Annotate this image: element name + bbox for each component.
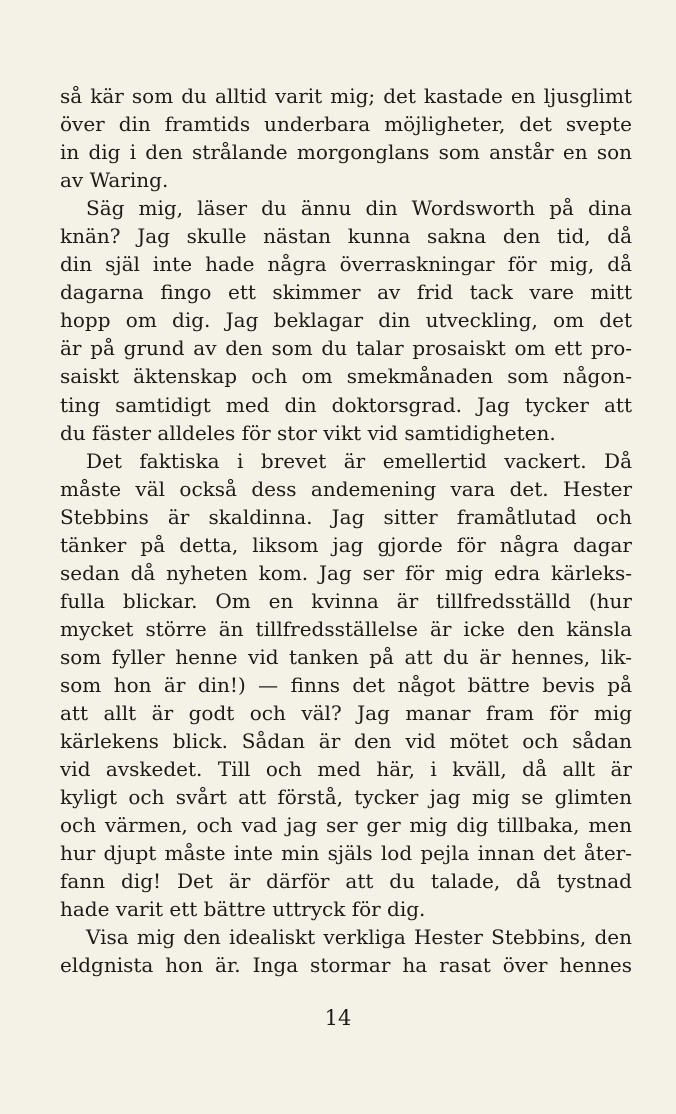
text-line: dagarna fingo ett skimmer av frid tack vare mitt [60, 280, 632, 305]
text-line: hur djupt måste inte min själs lod pejla innan det åter- [60, 841, 632, 866]
text-line: över din framtids underbara möjligheter, det svepte [60, 112, 632, 137]
text-line: så kär som du alltid varit mig; det kastade en ljusglimt [60, 84, 632, 108]
text-line: Visa mig den idealiskt verkliga Hester Stebbins, den [86, 925, 632, 950]
text-line: hopp om dig. Jag beklagar din utveckling, om det [60, 308, 632, 333]
text-line: eldgnista hon är. Inga stormar ha rasat över hennes [60, 953, 632, 978]
text-line: din själ inte hade några överraskningar för mig, då [60, 252, 632, 277]
text-line: vid avskedet. Till och med här, i kväll, då allt är [60, 757, 632, 782]
text-line: in dig i den strålande morgonglans som anstår en son [60, 140, 632, 165]
text-line: kyligt och svårt att förstå, tycker jag mig se glimten [60, 785, 632, 810]
page-number: 14 [324, 1006, 352, 1030]
text-line: ting samtidigt med din doktorsgrad. Jag tycker att [60, 392, 632, 417]
text-line: är på grund av den som du talar prosaiskt om ett pro- [60, 336, 632, 361]
body-text [60, 82, 632, 980]
text-line: måste väl också dess andemening vara det. Hester [60, 476, 632, 501]
text-line: fann dig! Det är därför att du talade, då tystnad [60, 869, 632, 894]
text-line: mycket större än tillfredsställelse är icke den känsla [60, 616, 632, 641]
text-line: Stebbins är skaldinna. Jag sitter framåtlutad och [60, 504, 632, 529]
text-line: tänker på detta, liksom jag gjorde för några dagar [60, 532, 632, 557]
text-line: kärlekens blick. Sådan är den vid mötet och sådan [60, 729, 632, 754]
text-line: som fyller henne vid tanken på att du är hennes, lik- [60, 644, 632, 669]
text-line: fulla blickar. Om en kvinna är tillfredsställd (hur [60, 588, 632, 613]
text-line: Det faktiska i brevet är emellertid vackert. Då [86, 448, 632, 473]
text-line: av Waring. [60, 168, 169, 193]
text-line: du fäster alldeles för stor vikt vid samtidigheten. [60, 420, 556, 445]
text-line: saiskt äktenskap och om smekmånaden som någon- [60, 364, 632, 389]
text-line: och värmen, och vad jag ser ger mig dig tillbaka, men [60, 813, 632, 838]
text-line: att allt är godt och väl? Jag manar fram för mig [60, 701, 632, 726]
text-line: Säg mig, läser du ännu din Wordsworth på dina [86, 196, 632, 221]
text-line: som hon är din!) — finns det något bättre bevis på [60, 672, 632, 697]
text-line: knän? Jag skulle nästan kunna sakna den tid, då [60, 224, 632, 249]
text-line: sedan då nyheten kom. Jag ser för mig edra kärleks- [60, 560, 632, 585]
text-line: hade varit ett bättre uttryck för dig. [60, 897, 426, 922]
